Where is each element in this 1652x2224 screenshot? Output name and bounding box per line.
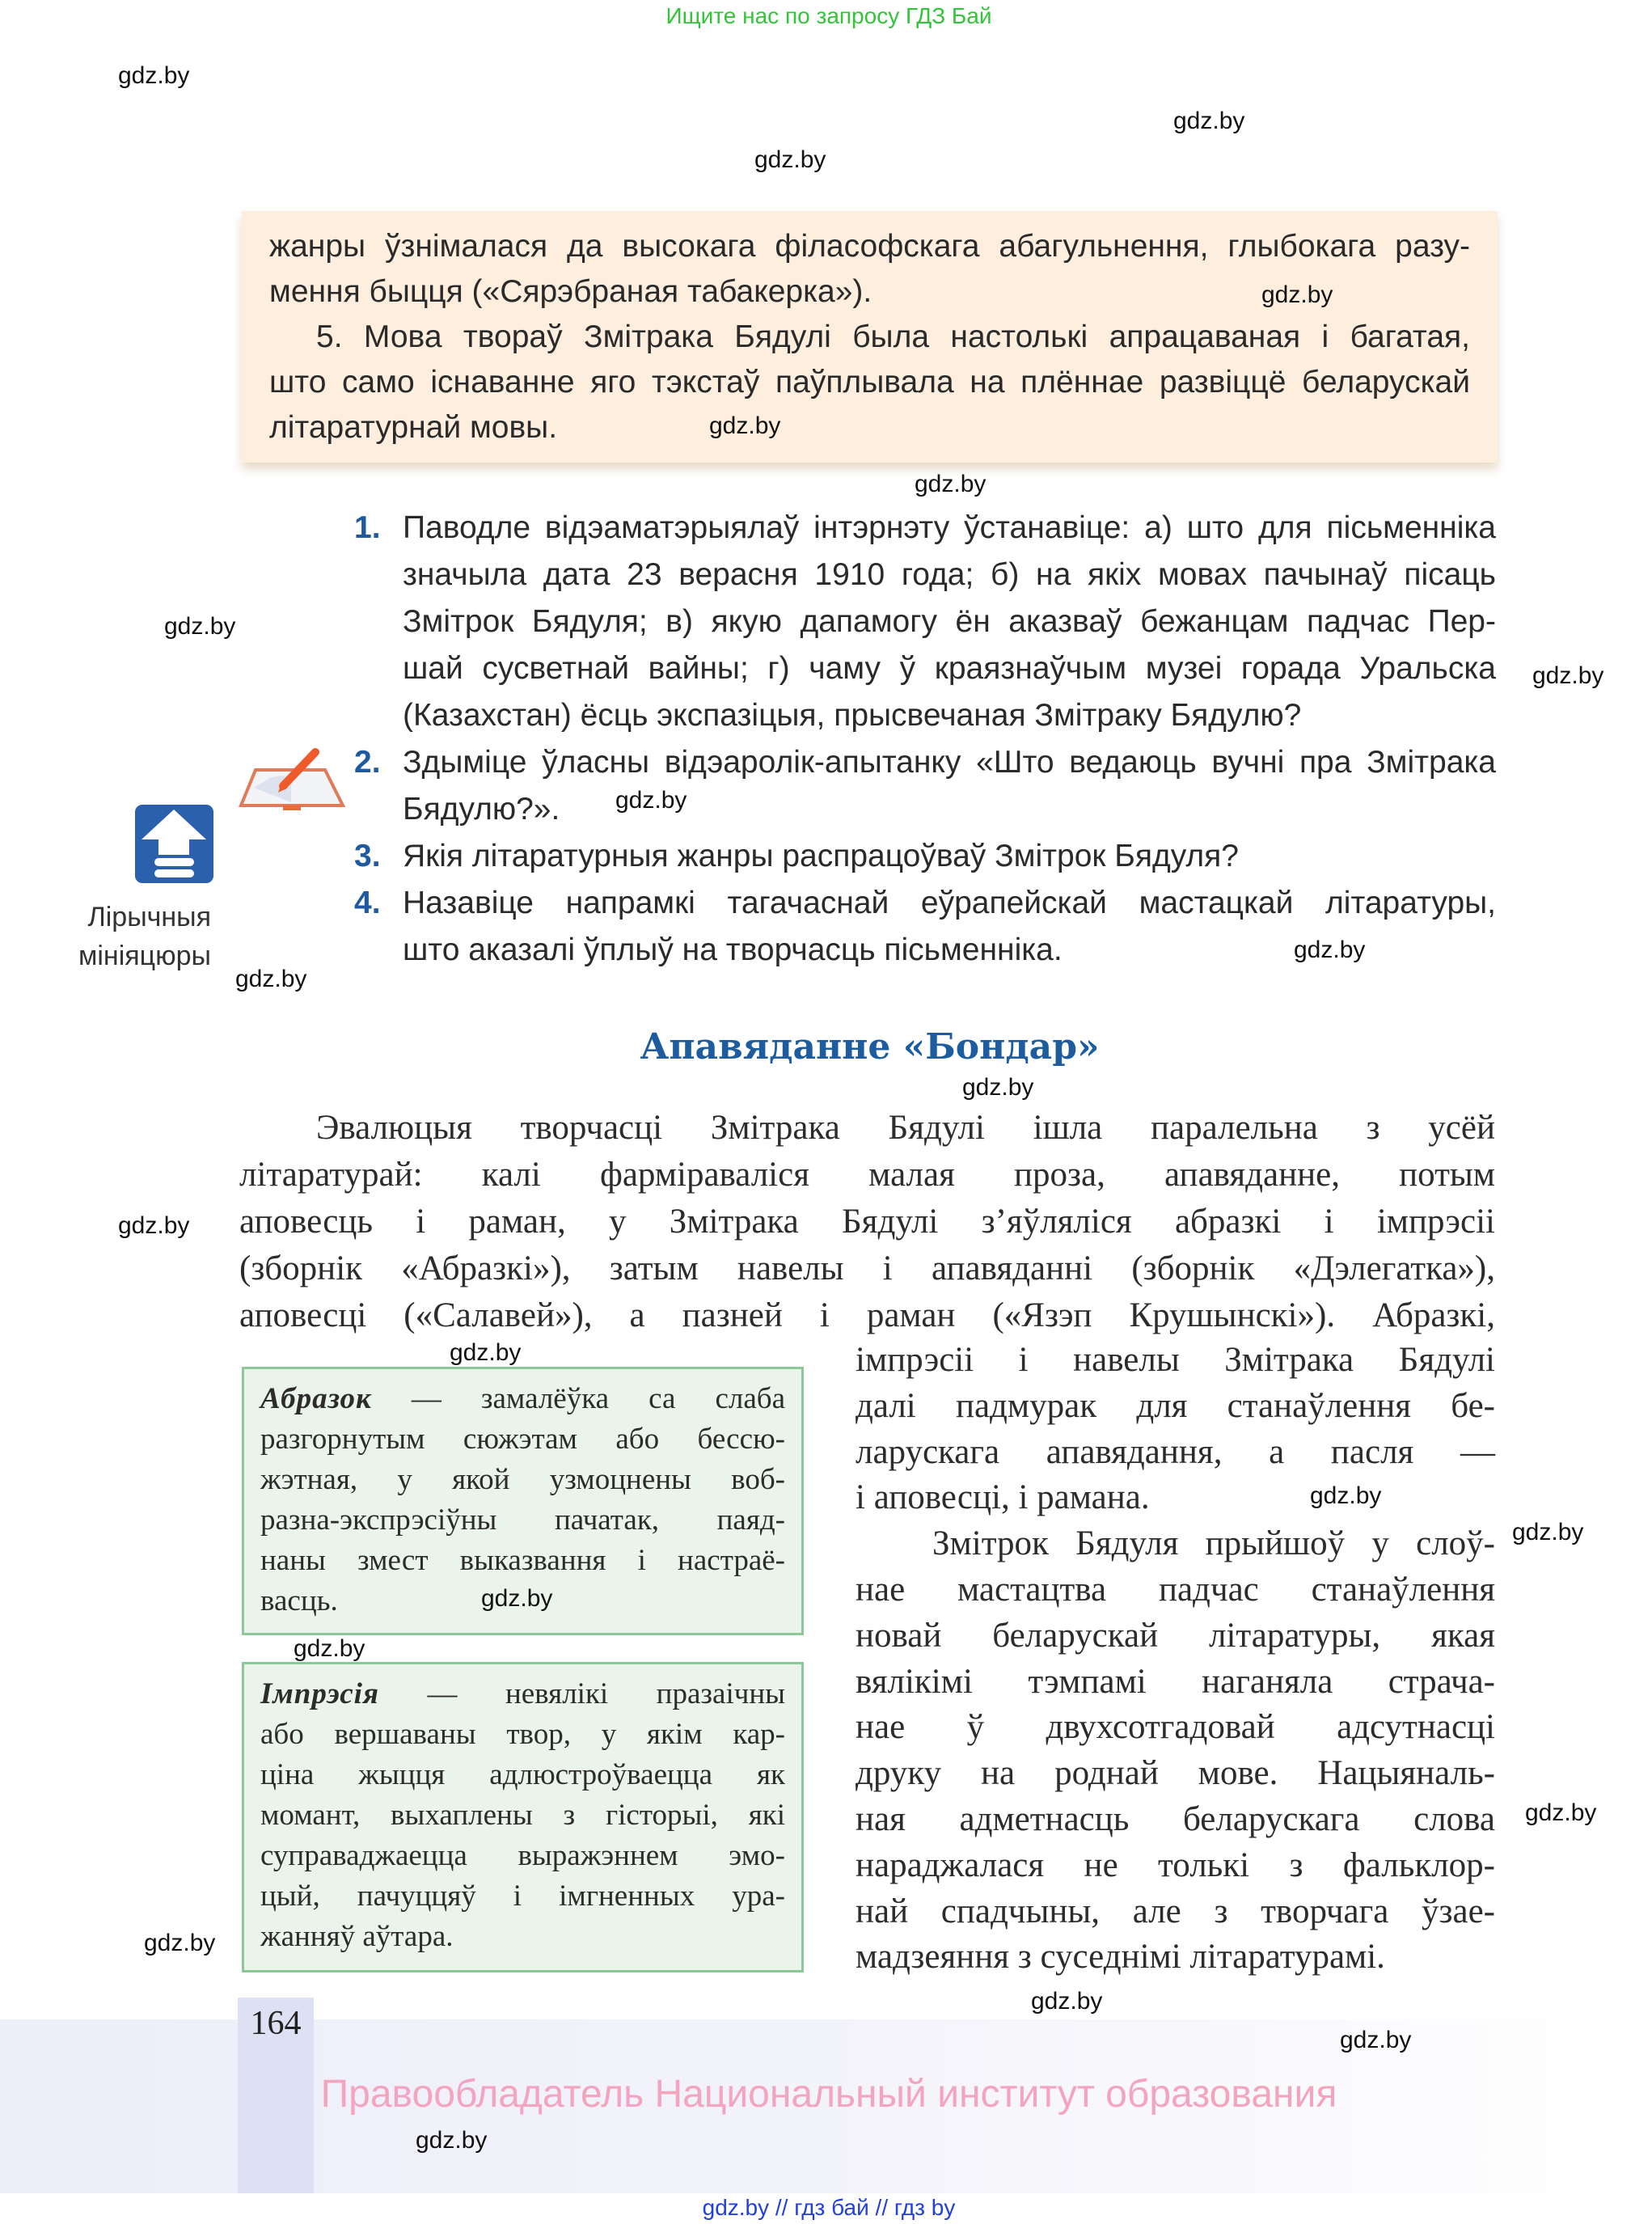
summary-line: мення быцця («Сярэбраная табакерка»). xyxy=(269,274,872,309)
question-line: шай сусветнай вайны; г) чаму ў краязнаўчым музеі горада Уральска xyxy=(403,651,1496,686)
body-line: вялікімі тэмпамі наганяла страча- xyxy=(856,1662,1495,1701)
definition-line: суправаджаецца выражэннем эмо- xyxy=(260,1839,785,1872)
definition-text: — замалёўка са слаба xyxy=(411,1382,785,1415)
section-title: Апавяданне «Бондар» xyxy=(640,1026,1100,1068)
lyric-miniatures-label xyxy=(49,898,211,975)
body-text-column xyxy=(856,1338,1495,1981)
body-line: друку на роднай мове. Нацыяналь- xyxy=(856,1754,1495,1793)
question-number: 2. xyxy=(354,745,381,780)
definition-line: васць. xyxy=(260,1584,338,1617)
label-line: мініяцюры xyxy=(78,941,211,971)
pencil-notebook-icon xyxy=(238,746,346,814)
question-line: Назавіце напрамкі тагачаснай еўрапейскай мастацкай літаратуры, xyxy=(403,886,1496,920)
definition-line: наны змест выказвання і настраё- xyxy=(260,1544,785,1577)
body-line: ларускага апавядання, а пасля — xyxy=(856,1432,1495,1471)
question-line: што аказалі ўплыў на творчасць пісьменніка. xyxy=(403,932,1063,967)
question-number: 1. xyxy=(354,510,381,545)
body-line: (зборнік «Абразкі»), затым навелы і апавяданні (зборнік «Дэлегатка»), xyxy=(239,1249,1495,1287)
body-line: літаратурай: калі фарміраваліся малая проза, апавяданне, потым xyxy=(239,1156,1495,1194)
summary-line: літаратурнай мовы. xyxy=(269,410,558,445)
body-text-full xyxy=(239,1105,1495,1339)
body-line: Эвалюцыя творчасці Змітрака Бядулі ішла паралельна з усёй xyxy=(316,1109,1495,1147)
question-line: Бядулю?». xyxy=(403,792,560,827)
label-line: Лірычныя xyxy=(87,902,211,932)
watermark-text: gdz.by xyxy=(294,1635,365,1662)
watermark-text: gdz.by xyxy=(1031,1988,1103,2015)
watermark-text: gdz.by xyxy=(1294,937,1366,963)
watermark-text: gdz.by xyxy=(416,2127,488,2154)
body-line: імпрэсіі і навелы Змітрака Бядулі xyxy=(856,1341,1495,1379)
watermark-text: gdz.by xyxy=(1532,662,1604,689)
definition-line: жэтная, у якой узмоцнены воб- xyxy=(260,1463,785,1496)
definition-line: жанняў аўтара. xyxy=(260,1920,454,1953)
body-line: най спадчыны, але з творчага ўзае- xyxy=(856,1892,1495,1930)
definition-text: — невялікі празаічны xyxy=(427,1677,785,1710)
page-number: 164 xyxy=(250,2005,302,2042)
watermark-text: gdz.by xyxy=(235,966,307,992)
question-item xyxy=(348,505,1496,739)
copyright-notice: Правообладатель Национальный институт образования xyxy=(320,2073,1337,2116)
question-line: (Казахстан) ёсць экспазіцыя, прысвечаная Змітраку Бядулю? xyxy=(403,698,1302,733)
body-line: нае ў двухсотгадовай адсутнасці xyxy=(856,1708,1495,1747)
questions-list xyxy=(348,505,1496,974)
watermark-text: gdz.by xyxy=(1261,281,1333,308)
watermark-text: gdz.by xyxy=(164,613,236,640)
watermark-text: gdz.by xyxy=(1173,108,1245,134)
watermark-text: gdz.by xyxy=(481,1585,553,1612)
watermark-text: gdz.by xyxy=(1310,1482,1382,1509)
watermark-text: gdz.by xyxy=(709,412,781,439)
question-line: Змітрок Бядуля; в) якую дапамогу ён аказваў бежанцам падчас Пер- xyxy=(403,604,1496,639)
watermark-text: gdz.by xyxy=(915,471,987,497)
body-line: ная адметнасць беларускага слова xyxy=(856,1799,1495,1838)
watermark-text: gdz.by xyxy=(1525,1799,1597,1826)
body-line: і аповесці, і рамана. xyxy=(856,1478,1150,1517)
question-item xyxy=(348,833,1496,880)
definition-line: або вершаваны твор, у якім кар- xyxy=(260,1718,785,1751)
body-line: нараджалася не толькі з фальклор- xyxy=(856,1846,1495,1884)
body-line: мадзеяння з суседнімі літаратурамі. xyxy=(856,1938,1385,1977)
definition-line: момант, выхаплены з гісторыі, які xyxy=(260,1799,785,1832)
question-number: 3. xyxy=(354,839,381,873)
watermark-text: gdz.by xyxy=(1340,2027,1412,2053)
watermark-text: gdz.by xyxy=(118,1212,190,1239)
summary-line: што само існаванне яго тэкстаў паўплывала на плённае развіццё беларускай xyxy=(269,365,1470,400)
question-number: 4. xyxy=(354,886,381,920)
footer-links[interactable]: gdz.by // гдз бай // гдз by xyxy=(702,2195,956,2220)
body-line: аповесці («Салавей»), а пазней і раман («Язэп Крушынскі»). Абразкі, xyxy=(239,1296,1495,1334)
watermark-text: gdz.by xyxy=(118,62,190,89)
question-line: Здыміце ўласны відэаролік-апытанку «Што ведаюць вучні пра Змітрака xyxy=(403,745,1496,780)
definition-line: цый, пачуццяў і імгненных ура- xyxy=(260,1879,785,1913)
body-line: новай беларускай літаратуры, якая xyxy=(856,1616,1495,1655)
definition-line: разна-экспрэсіўны пачатак, паяд- xyxy=(260,1503,785,1537)
body-line: аповесць і раман, у Змітрака Бядулі з’яўляліся абразкі і імпрэсіі xyxy=(239,1203,1495,1241)
definition-first-line xyxy=(260,1379,785,1419)
body-line: нае мастацтва падчас станаўлення xyxy=(856,1570,1495,1609)
question-line: Паводле відэаматэрыялаў інтэрнэту ўстанавіце: а) што для пісьменніка xyxy=(403,510,1496,545)
summary-line: 5. Мова твораў Змітрака Бядулі была настолькі апрацаваная і багатая, xyxy=(316,319,1470,354)
search-hint: Ищите нас по запросу ГДЗ Бай xyxy=(665,3,992,28)
watermark-text: gdz.by xyxy=(1512,1519,1584,1545)
definition-box-impresiya xyxy=(242,1662,804,1972)
question-line: значыла дата 23 верасня 1910 года; б) на якіх мовах пачынаў пісаць xyxy=(403,557,1496,592)
watermark-text: gdz.by xyxy=(144,1930,216,1956)
question-line: Якія літаратурныя жанры распрацоўваў Змітрок Бядуля? xyxy=(403,839,1239,873)
watermark-text: gdz.by xyxy=(962,1074,1034,1101)
definition-term: Абразок xyxy=(260,1382,372,1415)
definition-term: Імпрэсія xyxy=(260,1677,379,1710)
definition-line: ціна жыцця адлюстроўваецца як xyxy=(260,1758,785,1791)
summary-line: жанры ўзнімалася да высокага філасофскага абагульнення, глыбокага разу- xyxy=(269,229,1470,264)
watermark-text: gdz.by xyxy=(754,146,826,173)
summary-box xyxy=(242,211,1498,463)
body-line: далі падмурак для станаўлення бе- xyxy=(856,1386,1495,1425)
arrow-up-icon xyxy=(135,805,213,883)
watermark-text: gdz.by xyxy=(615,787,687,814)
watermark-text: gdz.by xyxy=(450,1339,522,1366)
definition-first-line xyxy=(260,1674,785,1715)
definition-line: разгорнутым сюжэтам або бессю- xyxy=(260,1423,785,1456)
question-item xyxy=(348,739,1496,833)
body-line: Змітрок Бядуля прыйшоў у слоў- xyxy=(932,1524,1495,1563)
